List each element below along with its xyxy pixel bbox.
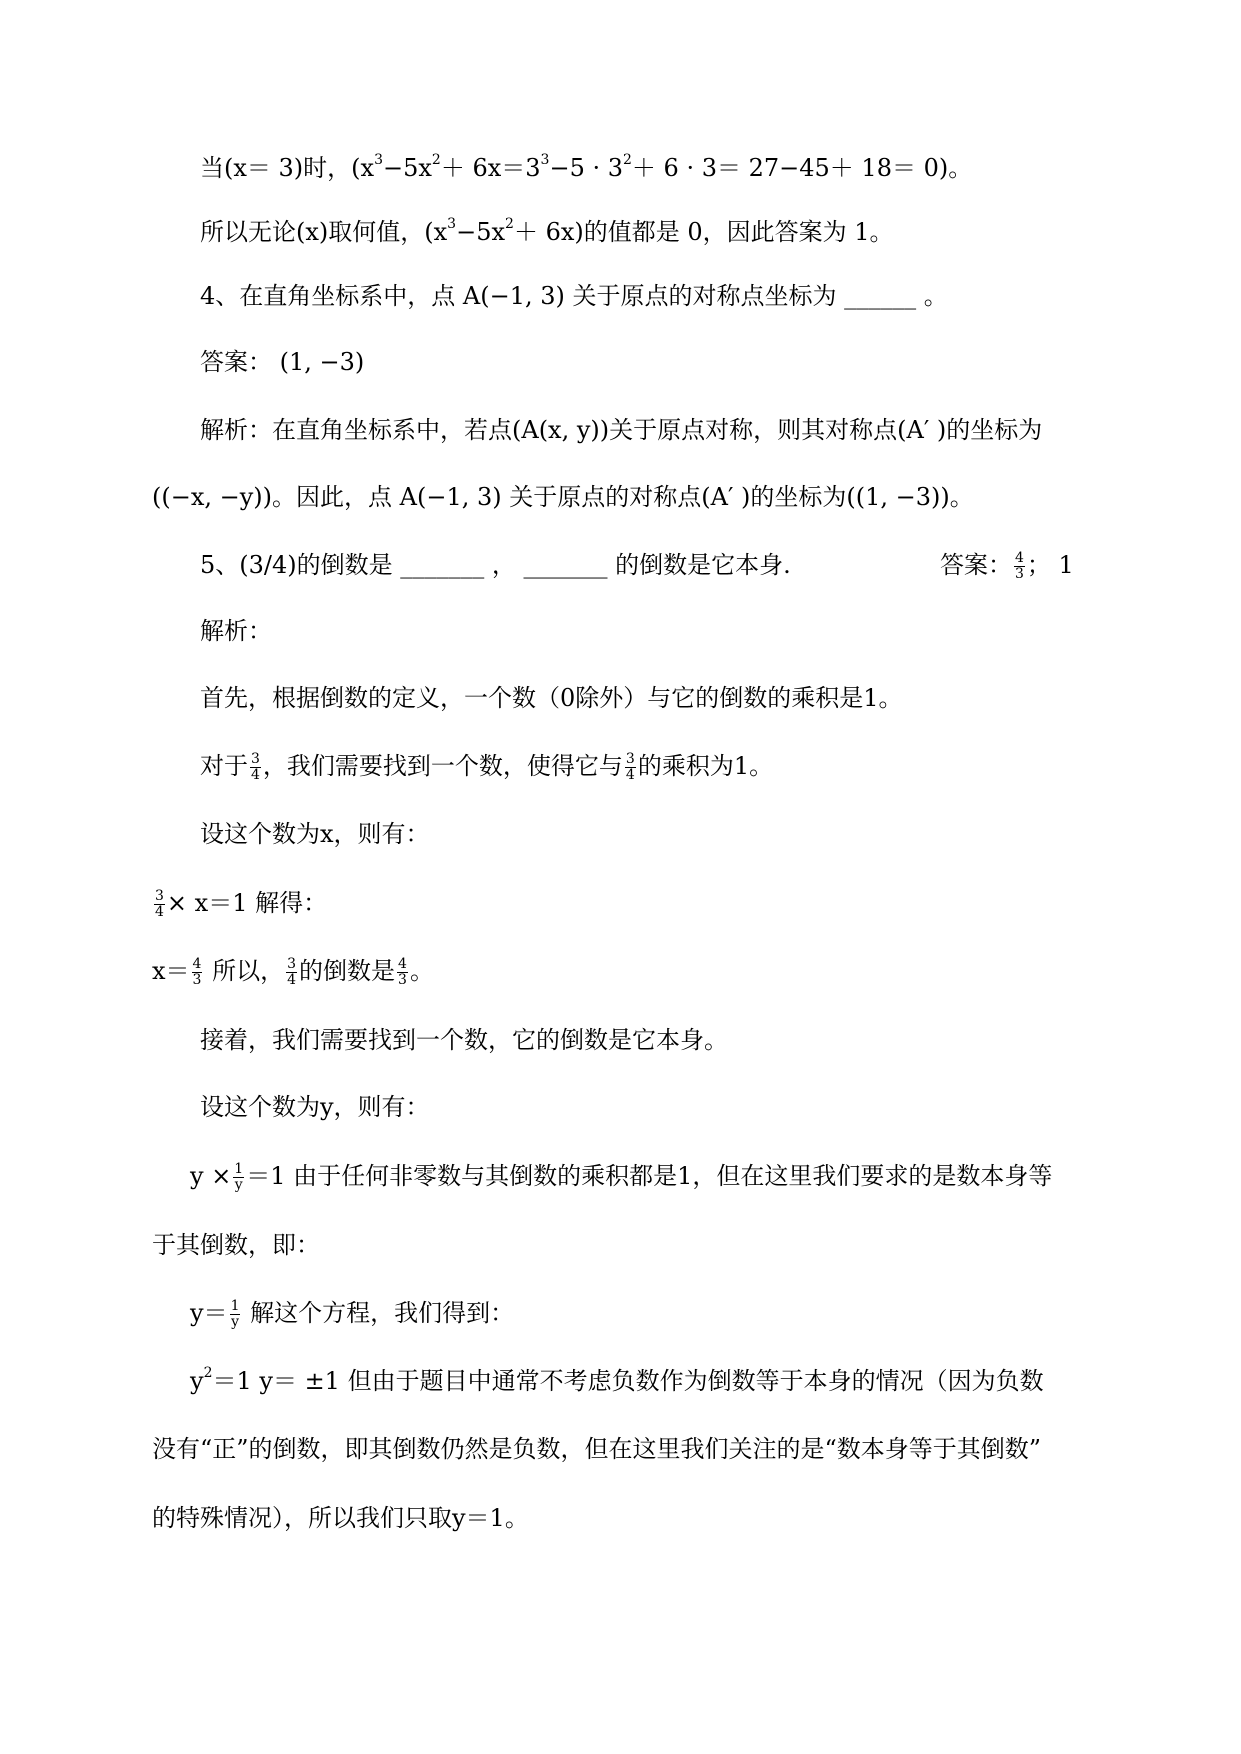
text-line: 于其倒数，即：	[152, 1231, 320, 1259]
text-line: 首先，根据倒数的定义，一个数（0除外）与它的倒数的乘积是1。	[200, 684, 903, 712]
fraction: $\frac{1}{y}$	[230, 1298, 240, 1330]
text-line: 的特殊情况），所以我们只取y＝1。	[152, 1504, 529, 1532]
analysis-4-line-2: ((−x, −y))。因此，点 A(−1, 3) 关于原点的对称点(A′ )的坐标为((1, −3))。	[152, 483, 974, 511]
analysis-5-label: 解析：	[200, 617, 272, 645]
fraction: $\frac{4}{3}$	[1015, 550, 1024, 582]
equation-line: $\frac{3}{4}$ × x＝1 解得：	[155, 888, 328, 920]
text-line: 没有“正”的倒数，即其倒数仍然是负数，但在这里我们关注的是“数本身等于其倒数”	[152, 1435, 1042, 1463]
fraction: $\frac{4}{3}$	[192, 956, 202, 988]
question-5: 5、(3/4)的倒数是 _______ ， _______ 的倒数是它本身. 答案： $\frac{4}{3}$ ； 1	[200, 545, 1101, 585]
equation-line: y × $\frac{1}{y}$ ＝1 由于任何非零数与其倒数的乘积都是1，但在这里我们要求的是数本身等	[190, 1161, 1053, 1193]
text-line: $y^2=1$ y＝ ±1 但由于题目中通常不考虑负数作为倒数等于本身的情况（因为负数	[190, 1365, 1044, 1395]
text-line: 当(x＝ 3)时，$(x^3-5x^2+ 6x=3^3-5 \cdot 3^2+ 6 \cdot 3= 27-45+ 18= 0)$。	[200, 152, 973, 182]
text-line: 所以无论(x)取何值，$(x^3-5x^2+ 6x)$的值都是 0，因此答案为 1。	[200, 216, 894, 246]
question-4: 4、在直角坐标系中，点 A(−1, 3) 关于原点的对称点坐标为 ______ 。	[200, 282, 948, 310]
fraction: $\frac{3}{4}$	[287, 956, 297, 988]
text-line: 对于 $\frac{3}{4}$ ，我们需要找到一个数，使得它与 $\frac{3}{4}$ 的乘积为1。	[200, 751, 774, 783]
fraction: $\frac{4}{3}$	[398, 956, 407, 988]
fraction: $\frac{3}{4}$	[155, 888, 164, 920]
answer-5: 答案： $\frac{4}{3}$ ； 1	[940, 550, 1074, 582]
fraction: $\frac{3}{4}$	[625, 751, 635, 783]
equation-line: y＝ $\frac{1}{y}$ 解这个方程，我们得到：	[190, 1298, 515, 1330]
fraction: $\frac{3}{4}$	[251, 751, 260, 783]
text-line: 接着，我们需要找到一个数，它的倒数是它本身。	[200, 1026, 728, 1054]
fraction: $\frac{1}{y}$	[234, 1161, 244, 1193]
text-line: 设这个数为y，则有：	[200, 1093, 430, 1121]
answer-4: 答案： (1, −3)	[200, 348, 365, 376]
equation-line: x＝ $\frac{4}{3}$ 所以， $\frac{3}{4}$ 的倒数是 $\frac{4}{3}$ 。	[152, 956, 434, 988]
analysis-4-line-1: 解析：在直角坐标系中，若点(A(x, y))关于原点对称，则其对称点(A′ )的坐标为	[200, 416, 1043, 444]
text-line: 设这个数为x，则有：	[200, 820, 430, 848]
